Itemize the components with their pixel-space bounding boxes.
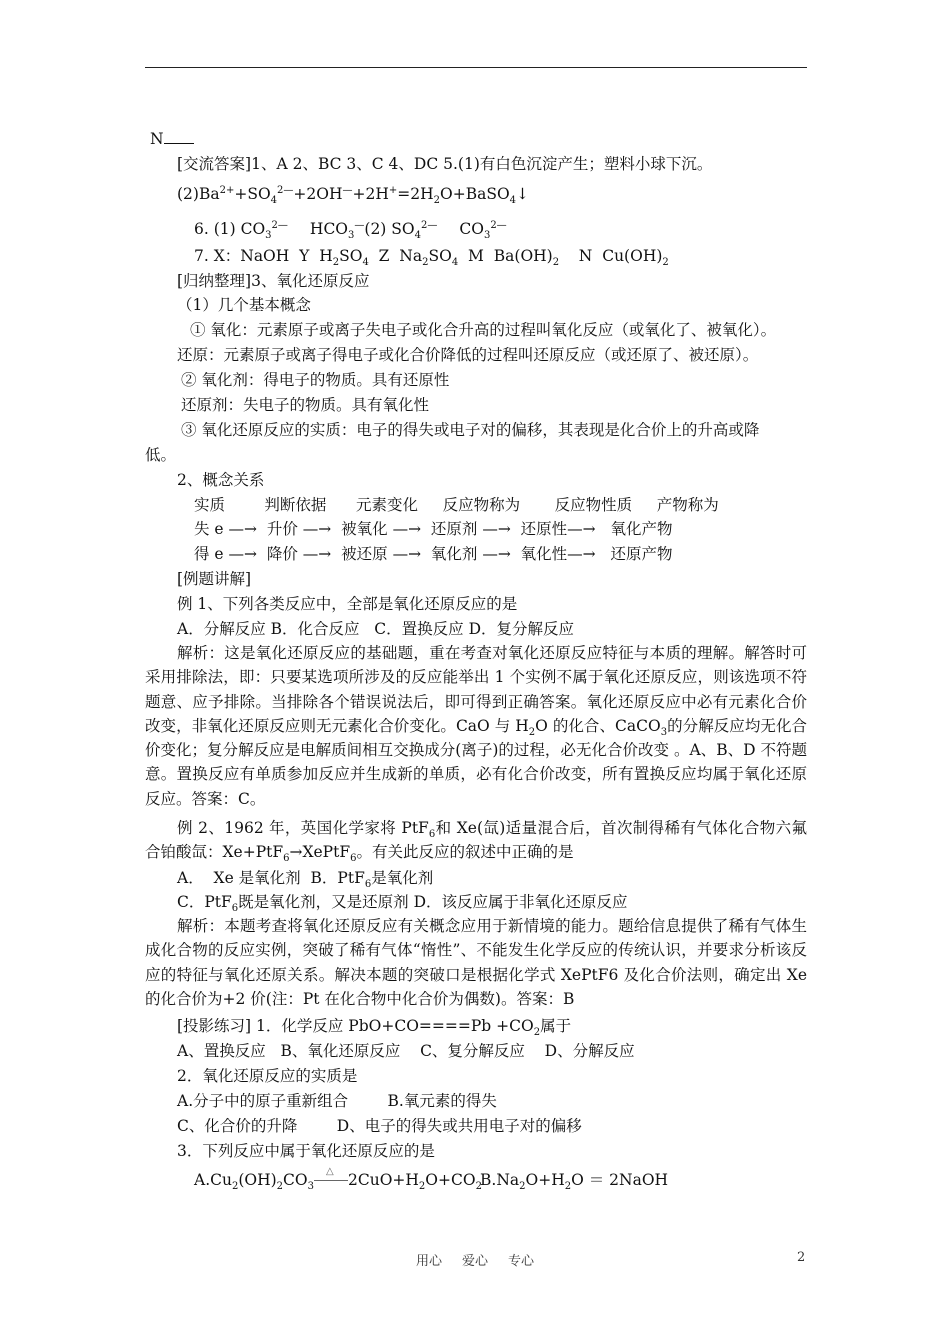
summary-title: [归纳整理]3、氧化还原反应: [177, 272, 370, 290]
example-2-question: 例 2、1962 年，英国化学家将 PtF$_6$和 Xe(氙)适量混合后，首次制得稀有气体化合物六氟合铂酸氙：Xe+PtF$_6$→XePtF$_6$。有关此反应的叙述中正确的是: [145, 819, 807, 865]
concept-reductant: 还原剂：失电子的物质。具有氧化性: [181, 396, 430, 414]
practice-q2-options-ab: A.分子中的原子重新组合 B.氧元素的得失: [177, 1092, 497, 1110]
practice-q1-options: A、置换反应 B、氧化还原反应 C、复分解反应 D、分解反应: [177, 1042, 635, 1060]
blank-underline: [164, 129, 194, 144]
concept-oxidation: ① 氧化：元素原子或离子失电子或化合升高的过程叫氧化反应（或氧化了、被氧化）。: [190, 321, 777, 339]
header-letter-line: [150, 129, 194, 149]
footer-motto: 用心 爱心 专心: [415, 1254, 535, 1269]
summary-sub2: 2、概念关系: [177, 471, 265, 489]
relation-table-head: 实质 判断依据 元素变化 反应物称为 反应物性质 产物称为: [194, 496, 719, 514]
example-2-options-cd: C．PtF$_6$既是氧化剂，又是还原剂 D．该反应属于非氧化还原反应: [177, 893, 628, 915]
concept-oxidant: ② 氧化剂：得电子的物质。具有还原性: [181, 371, 450, 389]
page-number: 2: [797, 1250, 806, 1265]
practice-q3-option-b: $B.Na_2O+H_2O$ ＝ 2NaOH: [480, 1171, 669, 1193]
header-letter: N: [150, 130, 164, 148]
practice-q3: 3．下列反应中属于氧化还原反应的是: [177, 1142, 435, 1160]
example-2-options-ab: A． Xe 是氧化剂 B．PtF$_6$是氧化剂: [177, 869, 434, 891]
examples-title: [例题讲解]: [177, 570, 252, 588]
answers-line-4: 7. X：NaOH Y $H_2SO_4$ Z $Na_2SO_4$ M $Ba(OH)_2$ N $Cu(OH)_2$: [194, 247, 669, 269]
example-1-question: 例 1、下列各类反应中，全部是氧化还原反应的是: [177, 595, 518, 613]
relation-table-row-1: 失 e —→ 升价 —→ 被氧化 —→ 还原剂 —→ 还原性—→ 氧化产物: [194, 520, 673, 538]
concept-essence-cont: 低。: [145, 446, 177, 464]
summary-sub1: （1）几个基本概念: [177, 296, 311, 314]
answers-line-2: $(2)Ba^{2+}+SO_4^{2—}+2OH^—+2H^+=2H_2O+BaSO_4↓$: [177, 184, 530, 207]
practice-q1: [投影练习] 1．化学反应 $PbO+CO====Pb +CO_2$属于: [177, 1017, 572, 1039]
answers-line-3: 6. (1) $CO_3^{2—}$ $HCO_3^—(2)$ $SO_4^{2—}$ $CO_3^{2—}$: [194, 219, 507, 242]
concept-essence: ③ 氧化还原反应的实质：电子的得失或电子对的偏移，其表现是化合价上的升高或降: [181, 421, 760, 439]
practice-q3-option-a: $A.Cu_2(OH)_2CO_3$ △ $2CuO+H_2O+CO_2$: [194, 1166, 482, 1193]
header-rule: [145, 67, 807, 68]
example-1-options: A．分解反应 B．化合反应 C．置换反应 D．复分解反应: [177, 620, 575, 638]
heating-condition-mark: △: [314, 1171, 348, 1185]
practice-q2: 2．氧化还原反应的实质是: [177, 1067, 358, 1085]
concept-reduction: 还原：元素原子或离子得电子或化合价降低的过程叫还原反应（或还原了、被还原）。: [177, 346, 759, 364]
example-2-analysis: 解析：本题考查将氧化还原反应有关概念应用于新情境的能力。题给信息提供了稀有气体生成化合物的反应实例，突破了稀有气体“惰性”、不能发生化学反应的传统认识，并要求分析该反应的特征与氧化还原关系。解决本题的突破口是根据化学式 XePtF6 及化合价法则，确定出 Xe 的化合价为+2 价(注：Pt 在化合物中化合价为偶数)。答案：B: [145, 917, 807, 1008]
practice-q2-options-cd: C、化合价的升降 D、电子的得失或共用电子对的偏移: [177, 1117, 582, 1135]
example-1-analysis: 解析：这是氧化还原反应的基础题，重在考查对氧化还原反应特征与本质的理解。解答时可采用排除法，即：只要某选项所涉及的反应能举出 1 个实例不属于氧化还原反应，则该选项不符题意、应予排除。当排除各个错误说法后，即可得到正确答案。氧化还原反应中必有元素化合价改变，非氧化还原反应则无元素化合价变化。CaO 与 $H_2O$ 的化合、CaCO$_3$的分解反应均无化合价变化；复分解反应是电解质间相互交换成分(离子)的过程，必无化合价改变 。A、B、D 不符题意。置换反应有单质参加反应并生成新的单质，必有化合价改变，所有置换反应均属于氧化还原反应。答案：C。: [145, 644, 807, 808]
answers-line-1: [交流答案]1、A 2、BC 3、C 4、DC 5.(1)有白色沉淀产生；塑料小球下沉。: [177, 155, 713, 173]
relation-table-row-2: 得 e —→ 降价 —→ 被还原 —→ 氧化剂 —→ 氧化性—→ 还原产物: [194, 545, 673, 563]
